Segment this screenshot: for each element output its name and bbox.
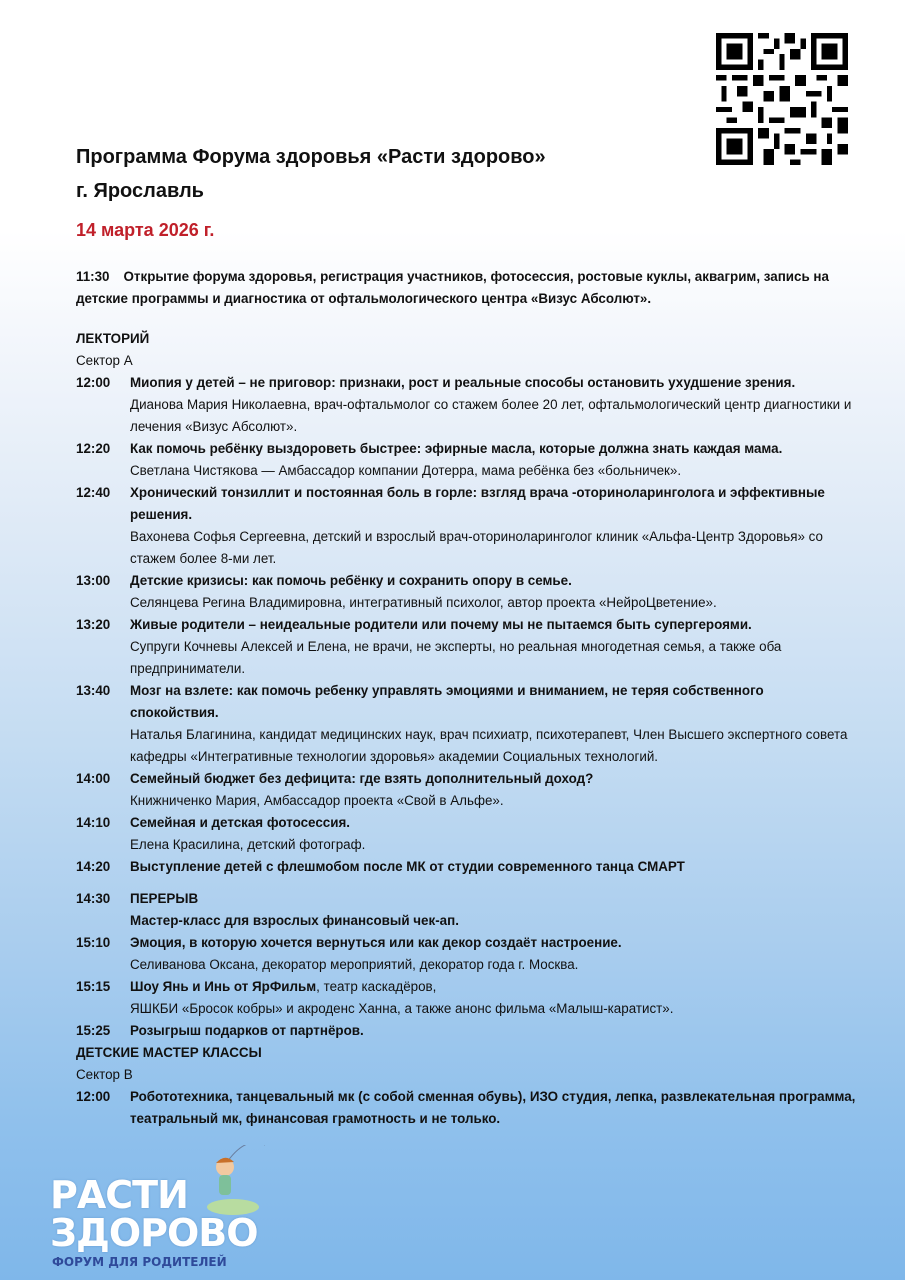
schedule-time: 14:00 [76, 771, 111, 786]
schedule-item [76, 680, 856, 768]
schedule-topic: Эмоция, в которую хочется вернуться или как декор создаёт настроение. [130, 935, 622, 950]
page-title [76, 140, 546, 208]
opening-text: Открытие форума здоровья, регистрация участников, фотосессия, ростовые куклы, аквагрим, запись на детские программы и диагностика от офтальмологического центра «Визус Абсолют». [76, 269, 829, 306]
schedule-item [76, 888, 856, 910]
schedule-topic: Шоу Янь и Инь от ЯрФильм [130, 979, 317, 994]
schedule-time: 15:10 [76, 935, 111, 950]
schedule-topic: Семейный бюджет без дефицита: где взять дополнительный доход? [130, 771, 594, 786]
schedule-topic: Живые родители – неидеальные родители или почему мы не пытаемся быть супергероями. [130, 617, 752, 632]
program [76, 266, 856, 1130]
schedule-time: 12:00 [76, 375, 111, 390]
schedule-item [76, 768, 856, 812]
logo-line-1: РАСТИ [50, 1173, 188, 1217]
schedule-speaker: Елена Красилина, детский фотограф. [130, 837, 366, 852]
schedule-time: 14:10 [76, 815, 111, 830]
schedule-item [76, 932, 856, 976]
schedule-topic: Как помочь ребёнку выздороветь быстрее: эфирные масла, которые должна знать каждая мама. [130, 441, 783, 456]
schedule-topic: Семейная и детская фотосессия. [130, 815, 350, 830]
schedule-speaker: Наталья Благинина, кандидат медицинских наук, врач психиатр, психотерапевт, Член Высшего экспертного совета кафедры «Интегративные технологии здоровья» академии Социальных технологий. [130, 727, 848, 764]
event-date: 14 марта 2026 г. [76, 220, 215, 240]
qr-code-icon [716, 33, 848, 165]
schedule-time [76, 910, 130, 932]
schedule-topic: Мастер-класс для взрослых финансовый чек-ап. [130, 913, 459, 928]
title-city: г. Ярославль [76, 180, 204, 202]
schedule-speaker: Вахонева Софья Сергеевна, детский и взрослый врач-оториноларинголог клиник «Альфа-Центр Здоровья» со стажем более 8-ми лет. [130, 529, 823, 566]
schedule-time: 12:40 [76, 485, 111, 500]
schedule-time: 13:00 [76, 573, 111, 588]
boy-on-cloud-icon [185, 1145, 275, 1215]
schedule-topic: Робототехника, танцевальный мк (с собой сменная обувь), ИЗО студия, лепка, развлекательная программа, театральный мк, финансовая грамотность и не только. [130, 1089, 856, 1126]
kids-list [76, 1086, 856, 1130]
lectures-list [76, 372, 856, 878]
schedule-speaker: ЯШКБИ «Бросок кобры» и акроденс Ханна, а также анонс фильма «Малыш-каратист». [130, 1001, 674, 1016]
schedule-topic: Мозг на взлете: как помочь ребенку управлять эмоциями и вниманием, не теряя собственного спокойствия. [130, 683, 764, 720]
schedule-time: 14:30 [76, 891, 111, 906]
kids-section-title: ДЕТСКИЕ МАСТЕР КЛАССЫ [76, 1045, 262, 1060]
schedule-time: 12:20 [76, 441, 111, 456]
title-line-1: Программа Форума здоровья «Расти здорово» [76, 146, 546, 168]
schedule-time: 15:15 [76, 979, 111, 994]
schedule-topic: Выступление детей с флешмобом после МК от студии современного танца СМАРТ [130, 859, 685, 874]
schedule-topic: ПЕРЕРЫВ [130, 891, 199, 906]
logo-line-2: ЗДОРОВО [50, 1211, 258, 1255]
schedule-item [76, 910, 856, 932]
schedule-item [76, 856, 856, 878]
schedule-item [76, 570, 856, 614]
schedule-time: 13:40 [76, 683, 111, 698]
schedule-item [76, 976, 856, 1020]
schedule-item [76, 1020, 856, 1042]
schedule-item [76, 614, 856, 680]
schedule-speaker: Супруги Кочневы Алексей и Елена, не врачи, не эксперты, но реальная многодетная семья, а также оба предприниматели. [130, 639, 782, 676]
schedule-time: 13:20 [76, 617, 111, 632]
schedule-speaker: Дианова Мария Николаевна, врач-офтальмолог со стажем более 20 лет, офтальмологический центр диагностики и лечения «Визус Абсолют». [130, 397, 852, 434]
schedule-time: 14:20 [76, 859, 111, 874]
opening-item [76, 266, 856, 310]
schedule-item [76, 482, 856, 570]
lectures-section-title: ЛЕКТОРИЙ [76, 331, 150, 346]
schedule-topic-suffix: , театр каскадёров, [316, 979, 437, 994]
schedule-speaker: Светлана Чистякова — Амбассадор компании Дотерра, мама ребёнка без «больничек». [130, 463, 682, 478]
lectures-sector: Сектор А [76, 353, 133, 368]
schedule-speaker: Селиванова Оксана, декоратор мероприятий, декоратор года г. Москва. [130, 957, 579, 972]
schedule-time: 15:25 [76, 1023, 111, 1038]
schedule-item [76, 372, 856, 438]
logo-subtitle: ФОРУМ ДЛЯ РОДИТЕЛЕЙ [52, 1255, 227, 1269]
schedule-topic: Хронический тонзиллит и постоянная боль в горле: взгляд врача -оториноларинголога и эффективные решения. [130, 485, 825, 522]
schedule-item [76, 438, 856, 482]
opening-time: 11:30 [76, 269, 110, 284]
schedule-time: 12:00 [76, 1089, 111, 1104]
forum-logo [50, 1145, 300, 1275]
schedule-item [76, 812, 856, 856]
kids-sector: Сектор В [76, 1067, 133, 1082]
schedule-topic: Розыгрыш подарков от партнёров. [130, 1023, 364, 1038]
afternoon-list [76, 888, 856, 1042]
schedule-item [76, 1086, 856, 1130]
schedule-topic: Миопия у детей – не приговор: признаки, рост и реальные способы остановить ухудшение зрения. [130, 375, 796, 390]
schedule-topic: Детские кризисы: как помочь ребёнку и сохранить опору в семье. [130, 573, 572, 588]
schedule-speaker: Селянцева Регина Владимировна, интегративный психолог, автор проекта «НейроЦветение». [130, 595, 717, 610]
schedule-speaker: Книжниченко Мария, Амбассадор проекта «Свой в Альфе». [130, 793, 504, 808]
